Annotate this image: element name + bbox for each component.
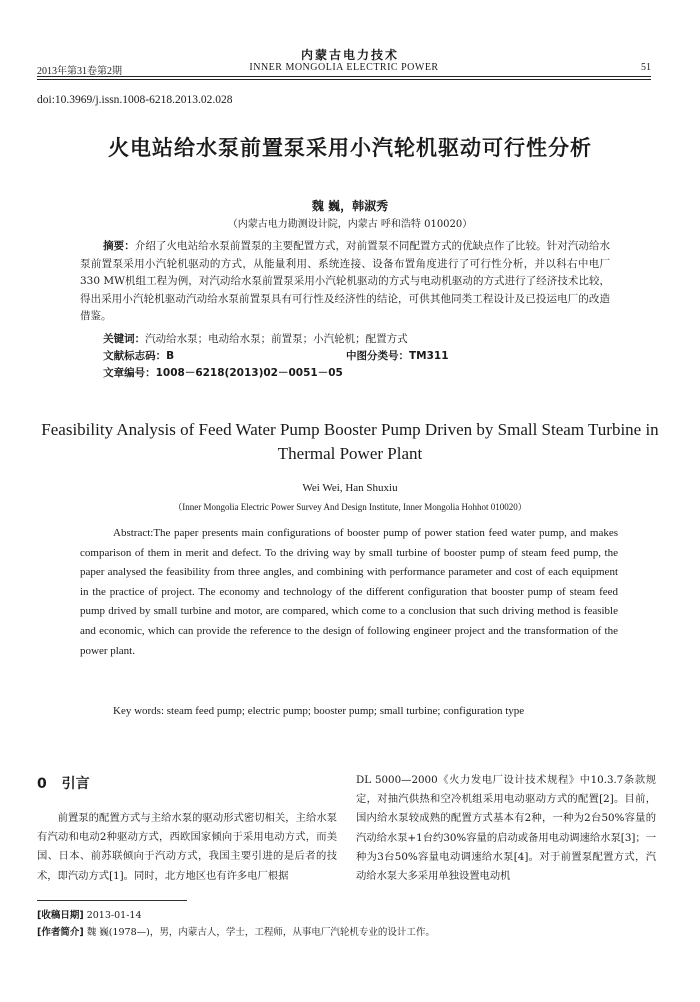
keywords-label-cn: 关键词： — [103, 333, 146, 345]
footnote-received — [37, 907, 142, 921]
abstract-text-cn: 介绍了火电站给水泵前置泵的主要配置方式，对前置泵不同配置方式的优缺点作了比较。针对汽动给水泵前置泵采用小汽轮机驱动的方式，从能量利用、系统连接、设备布置角度进行了可行性分析，并以科右中电厂330 MW机组工程为例，对汽动给水泵前置泵采用小汽轮机驱动的方式与电动机驱动的方式进行了经济技术比较，得出采用小汽轮机驱动汽动给水泵前置泵具有可行性及经济性的结论，可供其他同类工程设计及已投运电厂的改造借鉴。 — [80, 240, 610, 322]
authors-cn: 魏 巍，韩淑秀 — [311, 199, 389, 213]
abstract-en — [80, 524, 618, 661]
header-rule-thin — [37, 79, 651, 80]
section-title: 引言 — [61, 776, 90, 792]
received-date: 2013-01-14 — [86, 910, 142, 921]
abstract-label-cn: 摘要： — [103, 240, 135, 252]
keywords-label-en: Key words: — [113, 705, 165, 717]
body-column-left: 前置泵的配置方式与主给水泵的驱动形式密切相关，主给水泵有汽动和电动2种驱动方式，西欧国家倾向于采用电动方式，而美国、日本、前苏联倾向于汽动方式，我国主要引进的是后者的技术，即汽动方式[1]。同时，北方地区也有许多电厂根据 — [37, 812, 337, 882]
received-label: [收稿日期] — [37, 910, 84, 921]
journal-name-cn: 内蒙古电力技术 — [300, 48, 399, 62]
keywords-text-cn: 汽动给水泵；电动给水泵；前置泵；小汽轮机；配置方式 — [145, 333, 408, 345]
document-code — [80, 348, 174, 363]
affiliation-en: （Inner Mongolia Electric Power Survey And Design Institute, Inner Mongolia Hohhot 010020） — [173, 502, 527, 512]
article-no-value: 1008－6218(2013)02－0051－05 — [155, 367, 343, 379]
article-number — [80, 365, 343, 380]
authors-en: Wei Wei, Han Shuxiu — [302, 482, 398, 494]
author-bio-label: [作者简介] — [37, 927, 84, 938]
keywords-text-en: steam feed pump; electric pump; booster pump; small turbine; configuration type — [166, 705, 525, 717]
title-en: Feasibility Analysis of Feed Water Pump Booster Pump Driven by Small Steam Turbine in Thermal Power Plant — [41, 420, 659, 463]
section-heading — [37, 773, 90, 793]
author-bio: 魏 巍(1978—)，男，内蒙古人，学士，工程师，从事电厂汽轮机专业的设计工作。 — [86, 927, 435, 938]
doc-code-value: B — [166, 350, 175, 362]
keywords-en — [80, 702, 618, 722]
title-cn: 火电站给水泵前置泵采用小汽轮机驱动可行性分析 — [108, 136, 592, 160]
abstract-label-en: Abstract: — [113, 527, 154, 539]
doc-code-label: 文献标志码： — [103, 350, 167, 362]
header-rule — [37, 76, 651, 77]
clc-label: 中图分类号： — [346, 350, 409, 362]
page-number: 51 — [641, 62, 651, 73]
abstract-cn — [80, 238, 610, 326]
clc-number — [346, 348, 449, 363]
keywords-cn — [80, 331, 610, 346]
abstract-text-en: The paper presents main configurations of booster pump of power station feed water pump, and makes comparison of them in merit and defect. To the driving way by small turbine of booster pump of steam feed pump, the paper analysed the feasibility from three angles, and combining with performance parameter and cost of each equipment in the practice of project. The economy and technology of the different configuration that booster pump of steam feed pump drived by small turbine and motor, are compared, which come to a conclusion that such driving method is feasible and economic, which can provide the reference to the design of following engineer project and the transformation of the power plant. — [80, 527, 618, 657]
issue-info: 2013年第31卷第2期 — [37, 66, 122, 77]
footnote-rule — [37, 900, 187, 901]
footnote-author — [37, 924, 435, 938]
section-number: 0 — [37, 776, 47, 792]
doi: doi:10.3969/j.issn.1008-6218.2013.02.028 — [37, 94, 233, 106]
journal-name-en: INNER MONGOLIA ELECTRIC POWER — [249, 62, 439, 73]
affiliation-cn: （内蒙古电力勘测设计院，内蒙古 呼和浩特 010020） — [227, 219, 473, 230]
clc-value: TM311 — [409, 350, 449, 362]
body-column-right: DL 5000—2000《火力发电厂设计技术规程》中10.3.7条款规定，对抽汽供热和空冷机组采用电动驱动方式的配置[2]。目前，国内给水泵较成熟的配置方式基本有2种，一种为2台50%容量的汽动给水泵+1台约30%容量的启动或备用电动调速给水泵[3]；一种为3台50%容量电动调速给水泵[4]。对于前置泵配置方式，汽动给水泵大多采用单独设置电动机 — [356, 774, 656, 883]
article-no-label: 文章编号： — [103, 367, 156, 379]
